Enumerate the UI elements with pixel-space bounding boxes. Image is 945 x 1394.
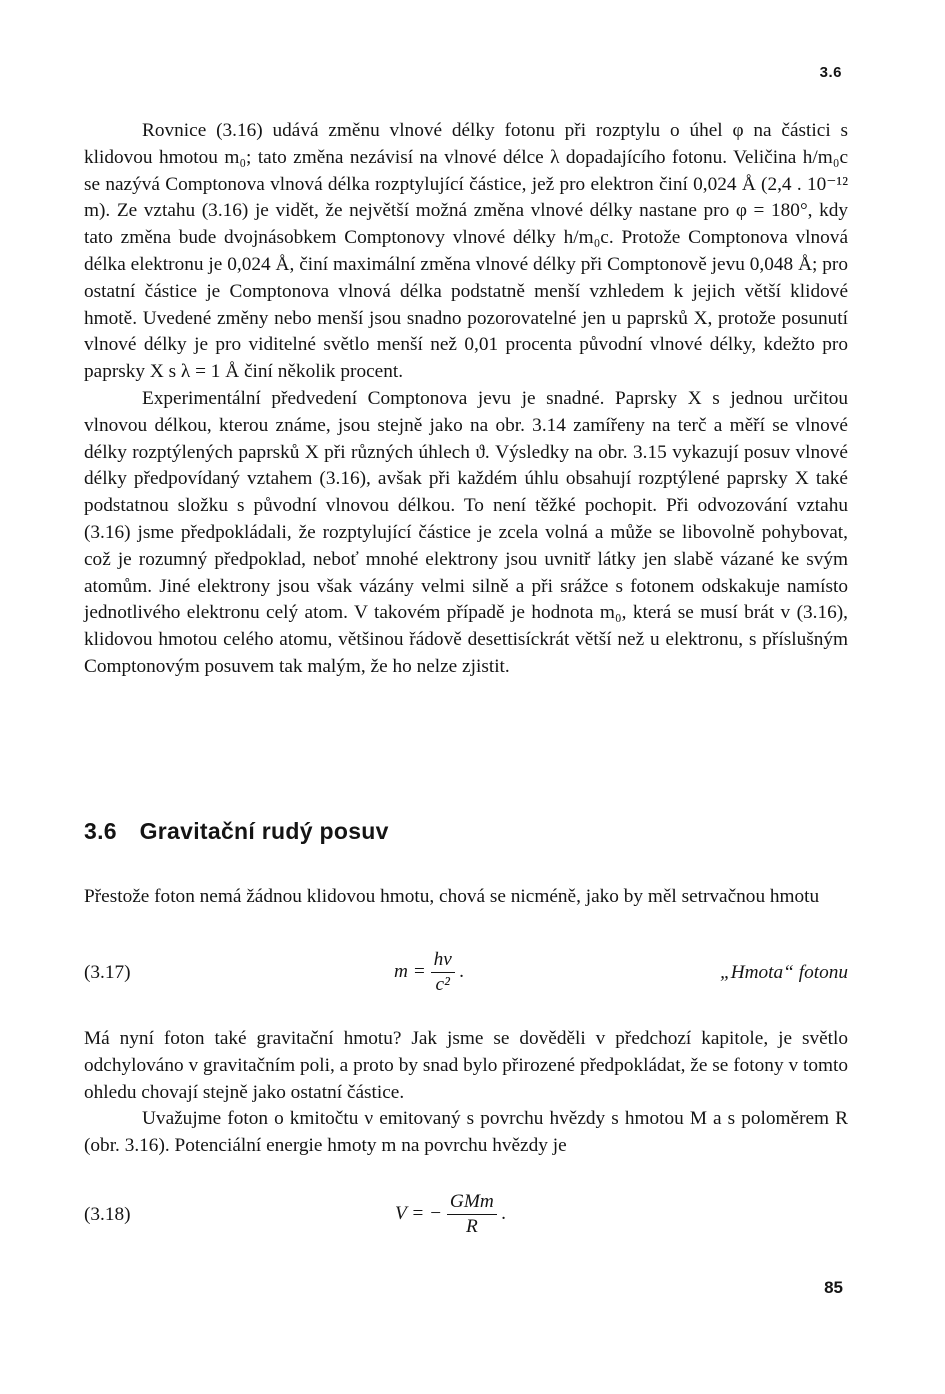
body-text-intro — [84, 884, 848, 911]
equation-period: . — [459, 960, 465, 982]
equation-number: (3.18) — [84, 1204, 131, 1225]
body-text-mid — [84, 1026, 848, 1160]
equation-label: „Hmota“ fotonu — [719, 962, 848, 983]
paragraph-compton-wavelength: Rovnice (3.16) udává změnu vlnové délky fotonu při rozptylu o úhel φ na částici s klidovou hmotou m₀; tato změna nezávisí na vlnové délce λ dopadajícího fotonu. Veličina h/m₀c se nazývá Comptonova vlnová délka rozptylující částice, jež pro elektron činí 0,024 Å (2,4 . 10⁻¹² m). Ze vztahu (3.16) je vidět, že největší možná změna vlnové délky nastane pro φ = 180°, kdy tato změna bude dvojnásobkem Comptonovy vlnové délky h/m₀c. Protože Comptonova vlnová délka elektronu je 0,024 Å, činí maximální změna vlnové délky při Comptonově jevu 0,048 Å; pro ostatní částice je Comptonova vlnová délka podstatně menší vzhledem k jejich větší klidové hmotě. Uvedené změny nebo menší jsou snadno pozorovatelné jen u paprsků X, protože posunutí vlnové délky je pro viditelné světlo menší než 0,01 procenta původní vlnové délky, kdežto pro paprsky X s λ = 1 Å činí několik procent. — [84, 120, 848, 383]
equation-3-18 — [84, 1190, 848, 1250]
body-text-top — [84, 118, 848, 681]
page-number: 85 — [824, 1278, 843, 1297]
equation-number: (3.17) — [84, 962, 131, 983]
fraction-denominator: c² — [435, 974, 450, 995]
fraction-denominator: R — [465, 1216, 478, 1237]
fraction-numerator: GMm — [447, 1190, 497, 1215]
equation-lhs: V = − — [395, 1202, 443, 1224]
equation-body — [395, 1190, 507, 1239]
running-head: 3.6 — [819, 64, 842, 81]
equation-lhs: m = — [394, 960, 426, 982]
fraction — [431, 948, 455, 997]
equation-period: . — [501, 1202, 507, 1224]
paragraph-compton-experiment: Experimentální předvedení Comptonova jevu je snadné. Paprsky X s jednou určitou vlnovou délkou, kterou známe, jsou stejně jako na obr. 3.14 zamířeny na terč a měří se vlnové délky rozptýlených paprsků X při různých úhlech ϑ. Výsledky na obr. 3.15 vykazují posuv vlnové délky předpovídaný vztahem (3.16), avšak při každém úhlu obsahují rozptýlené paprsky X také podstatnou složku s původní vlnovou délkou. To není těžké pochopit. Při odvozování vztahu (3.16) jsme předpokládali, že rozptylující částice je zcela volná a může se libovolně pohybovat, což je rozumný předpoklad, neboť mnohé elektrony jsou uvnitř látky jen slabě vázané ke svým atomům. Jiné elektrony jsou však vázány velmi silně a při srážce s fotonem odskakuje namísto jednotlivého elektronu celý atom. V takovém případě je hodnota m₀, která se musí brát v (3.16), klidovou hmotou celého atomu, většinou řádově desettisíckrát větší než u elektronu, s příslušným Comptonovým posuvem tak malým, že ho nelze zjistit. — [84, 387, 848, 677]
equation-body — [394, 948, 464, 997]
paragraph-gravitational-mass: Má nyní foton také gravitační hmotu? Jak jsme se dověděli v předchozí kapitole, je světlo odchylováno v gravitačním poli, a proto by snad bylo přirozené předpokládat, že se fotony v tomto ohledu chovají stejně jako ostatní částice. — [84, 1028, 848, 1103]
section-number: 3.6 — [84, 818, 117, 844]
fraction — [447, 1190, 497, 1239]
section-heading — [84, 818, 389, 845]
fraction-numerator: hν — [431, 948, 455, 973]
paragraph-intro: Přestože foton nemá žádnou klidovou hmotu, chová se nicméně, jako by měl setrvačnou hmotu — [84, 886, 820, 907]
section-title: Gravitační rudý posuv — [139, 818, 389, 844]
equation-3-17 — [84, 948, 848, 1008]
paragraph-photon-star: Uvažujme foton o kmitočtu ν emitovaný s povrchu hvězdy s hmotou M a s poloměrem R (obr. 3.16). Potenciální energie hmoty m na povrchu hvězdy je — [84, 1108, 848, 1157]
